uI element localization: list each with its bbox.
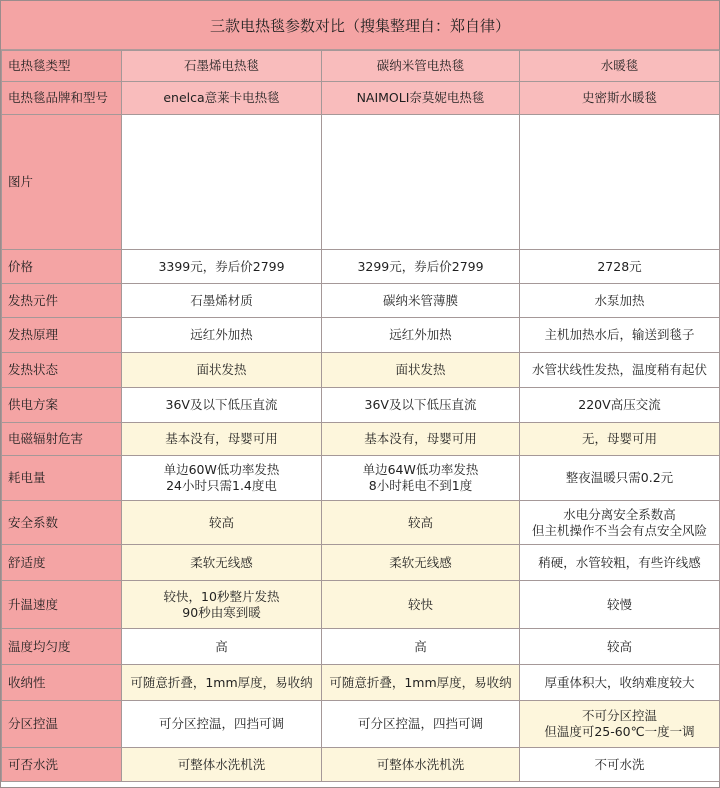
cell-line: 90秒由寒到暖 (182, 604, 261, 620)
cell-graphene: 石墨烯电热毯 (122, 51, 322, 82)
table-row-comfort (2, 545, 720, 581)
cell-water: 主机加热水后，输送到毯子 (520, 318, 720, 353)
cell-graphene: 基本没有，母婴可用 (122, 423, 322, 456)
cell-carbon-nanotube: 可随意折叠，1mm厚度，易收纳 (322, 665, 520, 701)
row-label: 可否水洗 (2, 748, 122, 782)
cell-water: 较高 (520, 629, 720, 665)
cell-water: 整夜温暖只需0.2元 (520, 456, 720, 501)
cell-water: 水暖毯 (520, 51, 720, 82)
cell-line: 较快，10秒整片发热 (163, 588, 280, 604)
cell-water: 厚重体积大，收纳难度较大 (520, 665, 720, 701)
cell-carbon-nanotube: NAIMOLI奈莫妮电热毯 (322, 82, 520, 115)
cell-carbon-nanotube: 较快 (322, 581, 520, 629)
cell-graphene: enelca意莱卡电热毯 (122, 82, 322, 115)
cell-graphene: 3399元，券后价2799 (122, 250, 322, 284)
cell-graphene: 36V及以下低压直流 (122, 388, 322, 423)
table-row-radiation (2, 423, 720, 456)
row-label: 收纳性 (2, 665, 122, 701)
row-label: 供电方案 (2, 388, 122, 423)
cell-carbon-nanotube: 36V及以下低压直流 (322, 388, 520, 423)
cell-line: 单边64W低功率发热 (362, 462, 479, 477)
row-label: 舒适度 (2, 545, 122, 581)
cell-carbon-nanotube: 基本没有，母婴可用 (322, 423, 520, 456)
row-label: 耗电量 (2, 456, 122, 501)
table-row-washable (2, 748, 720, 782)
cell-graphene (122, 581, 322, 629)
table-row-storage (2, 665, 720, 701)
row-label: 发热原理 (2, 318, 122, 353)
table-row-safety (2, 501, 720, 545)
row-label: 价格 (2, 250, 122, 284)
cell-water: 稍硬，水管较粗，有些许线感 (520, 545, 720, 581)
table-row-uniformity (2, 629, 720, 665)
cell-line: 水电分离安全系数高 (563, 506, 676, 522)
row-label: 图片 (2, 115, 122, 250)
table-row-brand (2, 82, 720, 115)
cell-carbon-nanotube: 远红外加热 (322, 318, 520, 353)
graphene-blanket-photo (122, 115, 322, 250)
row-label: 升温速度 (2, 581, 122, 629)
carbon-nanotube-blanket-photo (322, 115, 520, 250)
cell-water: 2728元 (520, 250, 720, 284)
cell-water: 无，母婴可用 (520, 423, 720, 456)
cell-line: 单边60W低功率发热 (163, 462, 280, 477)
table-row-state (2, 353, 720, 388)
cell-water (520, 701, 720, 748)
cell-line: 24小时只需1.4度电 (166, 478, 277, 493)
cell-carbon-nanotube: 碳纳米管薄膜 (322, 284, 520, 318)
cell-water (520, 501, 720, 545)
cell-graphene: 可整体水洗机洗 (122, 748, 322, 782)
cell-graphene: 高 (122, 629, 322, 665)
cell-graphene (122, 456, 322, 501)
row-label: 安全系数 (2, 501, 122, 545)
cell-water: 较慢 (520, 581, 720, 629)
table-row-power-supply (2, 388, 720, 423)
table-row-heating-speed (2, 581, 720, 629)
cell-line: 8小时耗电不到1度 (368, 478, 473, 493)
cell-carbon-nanotube: 高 (322, 629, 520, 665)
row-label: 温度均匀度 (2, 629, 122, 665)
cell-carbon-nanotube: 3299元，券后价2799 (322, 250, 520, 284)
cell-line: 但主机操作不当会有点安全风险 (531, 522, 707, 538)
cell-graphene: 可随意折叠，1mm厚度，易收纳 (122, 665, 322, 701)
cell-line: 但温度可25-60℃一度一调 (544, 724, 695, 739)
cell-line: 不可分区控温 (581, 708, 657, 723)
comparison-table (1, 50, 720, 782)
row-label: 电热毯类型 (2, 51, 122, 82)
row-label: 发热元件 (2, 284, 122, 318)
cell-carbon-nanotube (322, 456, 520, 501)
cell-water: 水泵加热 (520, 284, 720, 318)
cell-carbon-nanotube: 柔软无线感 (322, 545, 520, 581)
cell-carbon-nanotube: 较高 (322, 501, 520, 545)
sheet-title: 三款电热毯参数对比（搜集整理自：郑自律） (1, 1, 719, 50)
table-row-image (2, 115, 720, 250)
table-row-zone-control (2, 701, 720, 748)
cell-carbon-nanotube: 可整体水洗机洗 (322, 748, 520, 782)
table-row-principle (2, 318, 720, 353)
cell-carbon-nanotube: 碳纳米管电热毯 (322, 51, 520, 82)
table-row-price (2, 250, 720, 284)
cell-carbon-nanotube: 面状发热 (322, 353, 520, 388)
cell-graphene: 远红外加热 (122, 318, 322, 353)
cell-graphene: 石墨烯材质 (122, 284, 322, 318)
water-blanket-photo (520, 115, 720, 250)
cell-water: 220V高压交流 (520, 388, 720, 423)
cell-water: 史密斯水暖毯 (520, 82, 720, 115)
table-row-element (2, 284, 720, 318)
cell-carbon-nanotube: 可分区控温，四挡可调 (322, 701, 520, 748)
cell-graphene: 可分区控温，四挡可调 (122, 701, 322, 748)
row-label: 发热状态 (2, 353, 122, 388)
row-label: 电磁辐射危害 (2, 423, 122, 456)
cell-water: 水管状线性发热，温度稍有起伏 (520, 353, 720, 388)
cell-graphene: 较高 (122, 501, 322, 545)
row-label: 电热毯品牌和型号 (2, 82, 122, 115)
row-label: 分区控温 (2, 701, 122, 748)
cell-water: 不可水洗 (520, 748, 720, 782)
table-row-consumption (2, 456, 720, 501)
cell-graphene: 面状发热 (122, 353, 322, 388)
table-row-type (2, 51, 720, 82)
cell-graphene: 柔软无线感 (122, 545, 322, 581)
